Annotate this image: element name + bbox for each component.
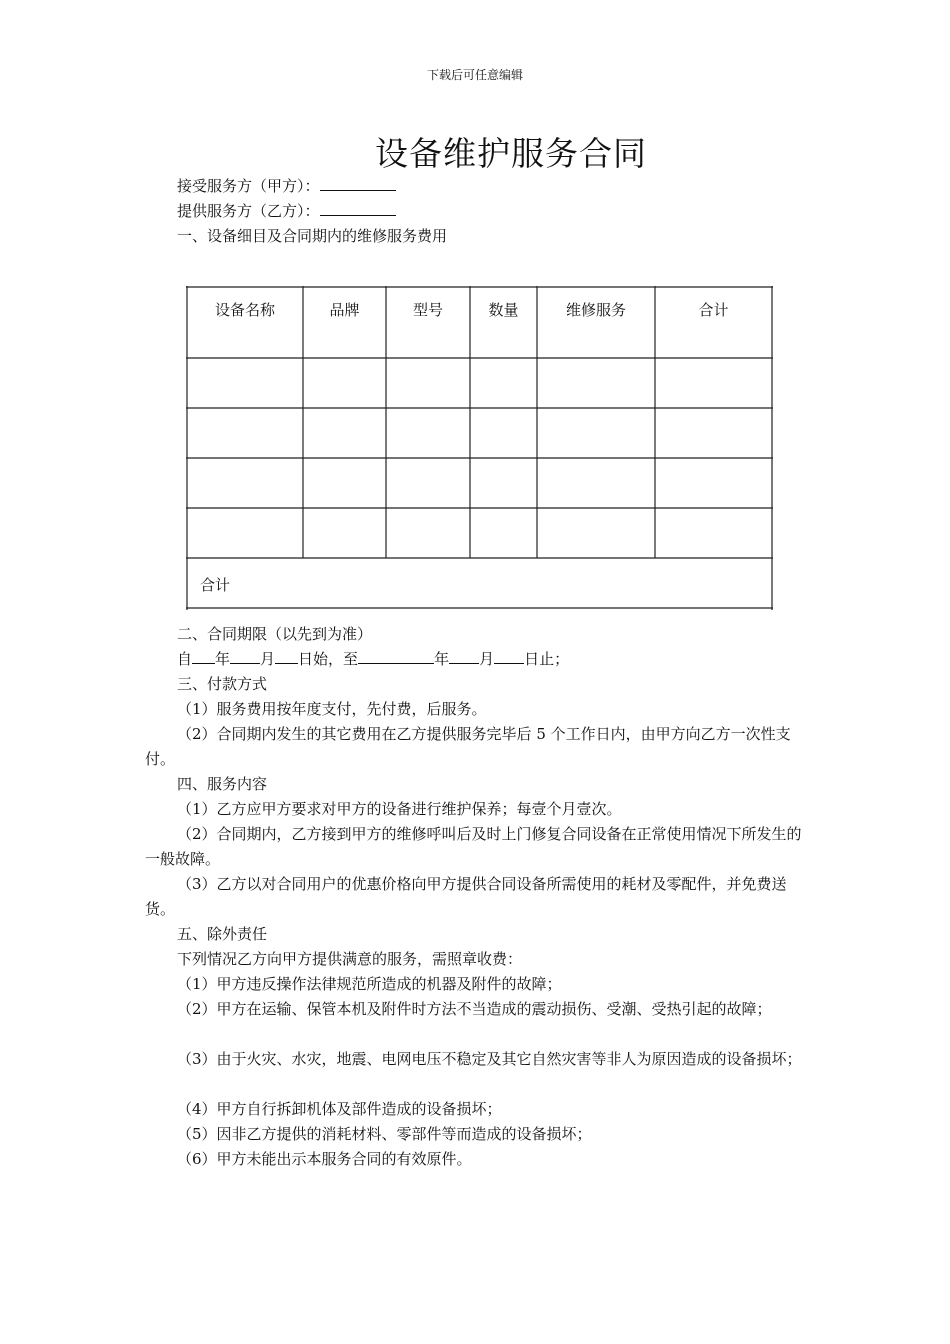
service-clause-3: （3）乙方以对合同用户的优惠价格向甲方提供合同设备所需使用的耗材及零配件，并免费送货。 bbox=[145, 875, 787, 918]
section-3-heading: 三、付款方式 bbox=[177, 675, 268, 693]
party-a-label: 接受服务方（甲方）： bbox=[177, 177, 320, 195]
exclusion-clause-3: （3）由于火灾、水灾，地震、电网电压不稳定及其它自然灾害等非人为原因造成的设备损坏； bbox=[177, 1050, 802, 1068]
period-year-2: 年 bbox=[434, 650, 450, 668]
payment-clause-1: （1）服务费用按年度支付，先付费，后服务。 bbox=[177, 700, 487, 718]
period-month-1: 月 bbox=[260, 650, 276, 668]
party-b-label: 提供服务方（乙方）： bbox=[177, 202, 320, 220]
table-row[interactable] bbox=[188, 409, 772, 457]
period-start: 日始，至 bbox=[298, 650, 359, 668]
start-year-blank[interactable] bbox=[192, 647, 215, 664]
end-year-blank[interactable] bbox=[358, 647, 434, 664]
period-year-1: 年 bbox=[215, 650, 231, 668]
table-total-label: 合计 bbox=[200, 576, 231, 594]
table-row[interactable] bbox=[188, 509, 772, 557]
period-month-2: 月 bbox=[479, 650, 495, 668]
end-month-blank[interactable] bbox=[449, 647, 479, 664]
header-maintenance-service: 维修服务 bbox=[565, 301, 626, 319]
section-4-heading: 四、服务内容 bbox=[177, 775, 268, 793]
service-clause-2: （2）合同期内，乙方接到甲方的维修呼叫后及时上门修复合同设备在正常使用情况下所发生的一般故障。 bbox=[145, 825, 802, 868]
contract-period-line bbox=[177, 647, 569, 672]
exclusion-intro: 下列情况乙方向甲方提供满意的服务，需照章收费： bbox=[177, 950, 523, 968]
document-title: 设备维护服务合同 bbox=[375, 134, 647, 173]
exclusion-clause-1: （1）甲方违反操作法律规范所造成的机器及附件的故障； bbox=[177, 975, 562, 993]
table-row[interactable] bbox=[188, 359, 772, 407]
exclusion-clause-2: （2）甲方在运输、保管本机及附件时方法不当造成的震动损伤、受潮、受热引起的故障； bbox=[177, 1000, 772, 1018]
service-clause-1: （1）乙方应甲方要求对甲方的设备进行维护保养；每壹个月壹次。 bbox=[177, 800, 622, 818]
header-subtotal: 合计 bbox=[698, 301, 729, 319]
section-1-heading: 一、设备细目及合同期内的维修服务费用 bbox=[177, 227, 448, 245]
exclusion-clause-6: （6）甲方未能出示本服务合同的有效原件。 bbox=[177, 1150, 472, 1168]
period-from: 自 bbox=[177, 650, 193, 668]
party-b-blank[interactable] bbox=[320, 199, 396, 216]
start-month-blank[interactable] bbox=[230, 647, 260, 664]
section-2-heading: 二、合同期限（以先到为准） bbox=[177, 625, 373, 643]
period-end: 日止； bbox=[524, 650, 570, 668]
header-equipment-name: 设备名称 bbox=[214, 301, 275, 319]
header-model: 型号 bbox=[412, 301, 443, 319]
party-a-blank[interactable] bbox=[320, 174, 396, 191]
header-brand: 品牌 bbox=[329, 301, 360, 319]
exclusion-clause-4: （4）甲方自行拆卸机体及部件造成的设备损坏； bbox=[177, 1100, 502, 1118]
party-b-line bbox=[177, 199, 396, 224]
payment-clause-2: （2）合同期内发生的其它费用在乙方提供服务完毕后 5 个工作日内，由甲方向乙方一次性支付。 bbox=[145, 725, 791, 768]
header-note: 下载后可任意编辑 bbox=[426, 68, 523, 82]
start-day-blank[interactable] bbox=[275, 647, 298, 664]
table-row[interactable] bbox=[188, 459, 772, 507]
end-day-blank[interactable] bbox=[494, 647, 524, 664]
table-row[interactable] bbox=[188, 309, 772, 357]
party-a-line bbox=[177, 174, 396, 199]
header-quantity: 数量 bbox=[488, 301, 519, 319]
section-5-heading: 五、除外责任 bbox=[177, 925, 268, 943]
exclusion-clause-5: （5）因非乙方提供的消耗材料、零部件等而造成的设备损坏； bbox=[177, 1125, 592, 1143]
